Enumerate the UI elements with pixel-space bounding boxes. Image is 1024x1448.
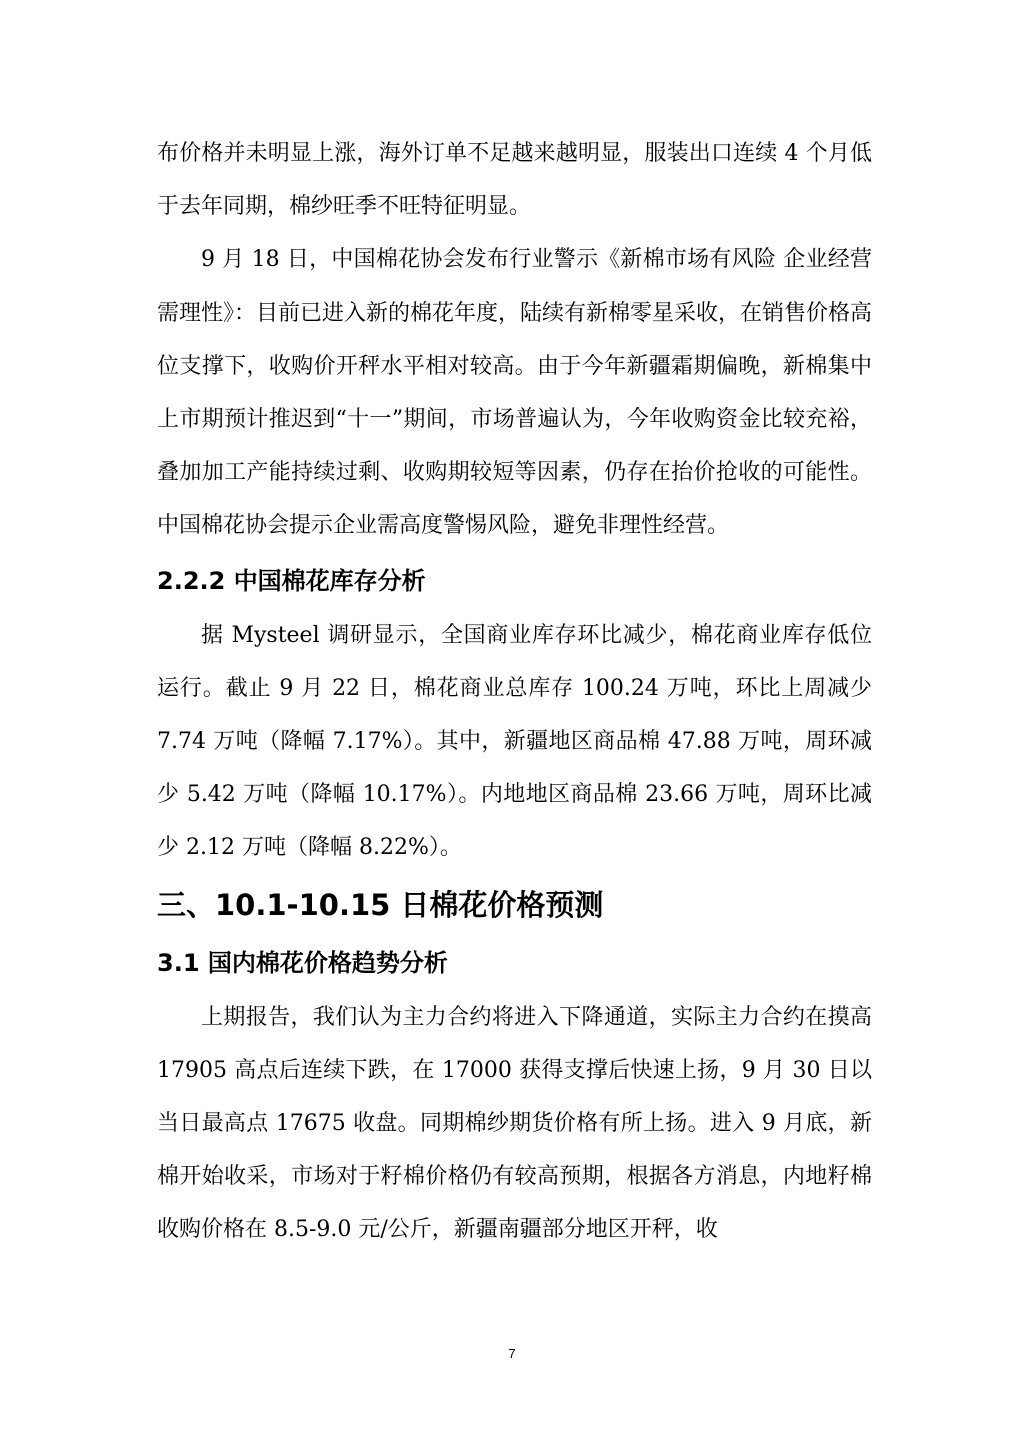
paragraph-cotton-association-warning: 9 月 18 日，中国棉花协会发布行业警示《新棉市场有风险 企业经营需理性》：目前已进入新的棉花年度，陆续有新棉零星采收，在销售价格高位支撑下，收购价开秤水平相对较高。由于今年新疆霜期偏晚，新棉集中上市期预计推迟到“十一”期间，市场普遍认为，今年收购资金比较充裕，叠加加工产能持续过剩、收购期较短等因素，仍存在抬价抢收的可能性。中国棉花协会提示企业需高度警惕风险，避免非理性经营。 [157,247,873,539]
paragraph-garment-exports: 布价格并未明显上涨，海外订单不足越来越明显，服装出口连续 4 个月低于去年同期，棉纱旺季不旺特征明显。 [157,141,872,220]
paragraph-inventory-data: 据 Mysteel 调研显示，全国商业库存环比减少，棉花商业库存低位运行。截止 9 月 22 日，棉花商业总库存 100.24 万吨，环比上周减少 7.74 万吨（降幅 7.17%）。其中，新疆地区商品棉 47.88 万吨，周环减少 5.42 万吨（降幅 10.17%）。内地地区商品棉 23.66 万吨，周环比减少 2.12 万吨（降幅 8.22%）。 [157,622,872,861]
paragraph-price-trend: 上期报告，我们认为主力合约将进入下降通道，实际主力合约在摸高 17905 高点后连续下跌，在 17000 获得支撑后快速上扬，9 月 30 日以当日最高点 17675 收盘。同期棉纱期货价格有所上扬。进入 9 月底，新棉开始收采，市场对于籽棉价格仍有较高预期，根据各方消息，内地籽棉收购价格在 8.5-9.0 元/公斤，新疆南疆部分地区开秤，收 [157,1004,872,1243]
heading-price-forecast: 三、10.1-10.15 日棉花价格预测 [157,887,604,922]
heading-domestic-price-trend: 3.1 国内棉花价格趋势分析 [157,948,448,977]
page-number: 7 [508,1346,516,1361]
heading-cotton-inventory-analysis: 2.2.2 中国棉花库存分析 [157,566,426,595]
document-body [157,127,872,1257]
